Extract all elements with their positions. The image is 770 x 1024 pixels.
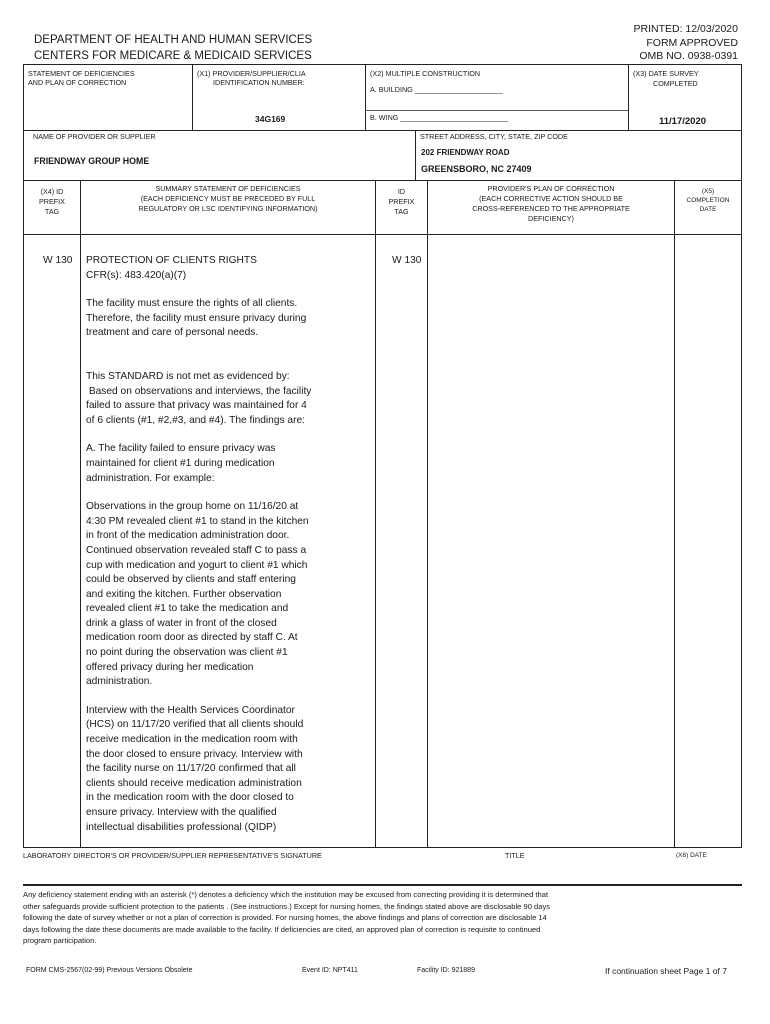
col-divider-3 [427,180,428,847]
x5-header [675,187,741,214]
deficiency-title: PROTECTION OF CLIENTS RIGHTS [86,255,257,266]
divider-wing [365,110,628,111]
plan-header-line4: DEFICIENCY) [528,214,574,223]
frame-line-4 [23,234,742,235]
printed-date: PRINTED: 12/03/2020 [633,23,738,35]
form-approved: FORM APPROVED [646,37,738,49]
x2-label: (X2) MULTIPLE CONSTRUCTION [370,69,481,78]
omb-number: OMB NO. 0938-0391 [639,50,738,62]
text-line: Observations in the group home on 11/16/20 at [86,501,299,513]
department-title: DEPARTMENT OF HEALTH AND HUMAN SERVICES [34,34,313,46]
frame-left [23,64,24,847]
deficiency-footnote [23,889,742,947]
provider-name-label: NAME OF PROVIDER OR SUPPLIER [33,132,156,141]
page-indicator: If continuation sheet Page 1 of 7 [605,966,727,976]
x1-provider-number: 34G169 [255,114,286,124]
paragraph-observation [86,500,371,690]
text-line: maintained for client #1 during medication [86,457,275,469]
plan-header-line3: CROSS-REFERENCED TO THE APPROPRIATE [472,204,630,213]
text-line: the facility nurse on 11/17/20 confirmed that all [86,763,296,775]
address-label: STREET ADDRESS, CITY, STATE, ZIP CODE [420,132,568,141]
tag-left: W 130 [43,255,73,266]
text-line: of 6 clients (#1, #2,#3, and #4). The findings are: [86,414,305,426]
x2-wing: B. WING ___________________________ [370,113,509,122]
frame-line-3 [23,180,742,181]
text-line: in the medication room with the door closed to [86,792,294,804]
summary-header-line2: (EACH DEFICIENCY MUST BE PRECEDED BY FULL [140,194,316,203]
facility-id: Facility ID: 921889 [417,967,475,974]
x4-header [24,187,80,217]
x3-label-1: (X3) DATE SURVEY [633,69,699,78]
survey-completed-date: 11/17/2020 [659,116,707,127]
text-line: in front of the medication administration door. [86,530,290,542]
text-line: intellectual disabilities professional (QIDP) [86,821,277,833]
x5-header-line2: COMPLETION [686,197,730,204]
text-line: Continued observation revealed staff C to pass a [86,544,307,556]
x5-header-line3: DATE [699,206,717,213]
divider-x1 [192,64,193,130]
summary-header-line1: SUMMARY STATEMENT OF DEFICIENCIES [155,184,301,193]
footnote-line: following the date of survey whether or not a plan of correction is provided. For nursing homes, the above findings and plans of correction are disclosable 14 [23,913,547,923]
text-line: drink a glass of water in front of the closed [86,617,277,629]
footnote-line: other safeguards provide sufficient protection to the patients . (See instructions.) Except for nursing homes, the findings stated above are disclosable 90 days [23,901,551,911]
col-divider-4 [674,180,675,847]
col-divider-2 [375,180,376,847]
divider-x2 [365,64,366,130]
x1-label-1: (X1) PROVIDER/SUPPLIER/CLIA [197,69,306,78]
text-line: could be observed by clients and staff entering [86,574,296,586]
text-line: (HCS) on 11/17/20 verified that all clients should [86,719,304,731]
deficiency-regulation: CFR(s): 483.420(a)(7) [86,269,187,281]
divider-address [415,130,416,180]
x5-header-line1: (X5) [701,188,715,195]
text-line: treatment and care of personal needs. [86,327,259,339]
x2-building: A. BUILDING ______________________ [370,85,503,94]
signature-label: LABORATORY DIRECTOR'S OR PROVIDER/SUPPLIER REPRESENTATIVE'S SIGNATURE [23,851,322,860]
plan-header [428,184,674,224]
signature-bottom-rule [23,884,742,886]
text-line: the door closed to ensure privacy. Interview with [86,748,303,760]
text-line: Interview with the Health Services Coordinator [86,704,295,716]
footnote-line: Any deficiency statement ending with an asterisk (*) denotes a deficiency which the institution may be excused from correcting providing it is determined that [23,890,549,899]
event-id: Event ID: NPT411 [302,967,358,974]
plan-header-line2: (EACH CORRECTIVE ACTION SHOULD BE [479,194,623,203]
text-line: medication room door as directed by staff C. At [86,632,298,644]
paragraph-finding-a [86,442,371,486]
text-line: administration. [86,676,153,688]
id-header-line3: TAG [394,207,409,216]
title-label: TITLE [505,851,525,860]
id-header [376,187,427,217]
address-city: GREENSBORO, NC 27409 [421,164,532,174]
id-header-line1: ID [397,187,406,196]
id-header-line2: PREFIX [388,197,415,206]
address-street: 202 FRIENDWAY ROAD [421,148,510,157]
x3-label-2: COMPLETED [653,79,698,88]
frame-bottom [23,847,742,848]
statement-label-1: STATEMENT OF DEFICIENCIES [28,69,135,78]
deficiency-text [86,254,371,835]
text-line: receive medication in the medication room with [86,734,298,746]
text-line: and exiting the kitchen. Further observation [86,588,282,600]
text-line: clients should receive medication administration [86,777,302,789]
text-line: Therefore, the facility must ensure privacy during [86,312,307,324]
text-line: cup with medication and yogurt to client #1 which [86,559,308,571]
x6-date-label: (X6) DATE [676,852,707,859]
x4-header-line3: TAG [44,207,60,216]
divider-x3 [628,64,629,130]
statement-label-2: AND PLAN OF CORRECTION [28,78,127,87]
text-line: offered privacy during her medication [86,661,254,673]
plan-header-line1: PROVIDER'S PLAN OF CORRECTION [487,184,615,193]
paragraph-findings-summary [86,370,371,428]
text-line: 4:30 PM revealed client #1 to stand in the kitchen [86,515,309,527]
provider-name: FRIENDWAY GROUP HOME [34,156,150,166]
text-line: revealed client #1 to take the medication and [86,603,289,615]
frame-line-2 [23,130,742,131]
footnote-line: days following the date these documents are made available to the facility. If deficiencies are cited, an approved plan of correction is requisite to continued [23,924,541,934]
text-line: A. The facility failed to ensure privacy was [86,443,276,455]
text-line: administration. For example: [86,472,215,484]
paragraph-interview [86,704,371,835]
paragraph-requirement [86,297,371,341]
text-line: Based on observations and interviews, the facility [86,385,312,397]
x4-header-line1: (X4) ID [40,187,64,196]
agency-title: CENTERS FOR MEDICARE & MEDICAID SERVICES [34,50,312,62]
col-divider-1 [80,180,81,847]
text-line: The facility must ensure the rights of all clients. [86,298,298,310]
frame-top [23,64,742,65]
text-line: failed to assure that privacy was maintained for 4 [86,400,307,412]
form-number: FORM CMS-2567(02-99) Previous Versions Obsolete [26,967,193,974]
text-line: no point during the observation was client #1 [86,647,288,659]
frame-right [741,64,742,847]
summary-header-line3: REGULATORY OR LSC IDENTIFYING INFORMATION) [138,204,318,213]
summary-header [81,184,375,214]
x1-label-2: IDENTIFICATION NUMBER: [213,78,305,87]
x4-header-line2: PREFIX [39,197,65,206]
tag-right: W 130 [392,255,422,266]
footnote-line: program participation. [23,936,97,946]
text-line: ensure privacy. Interview with the qualified [86,807,277,818]
text-line: This STANDARD is not met as evidenced by: [86,370,290,382]
